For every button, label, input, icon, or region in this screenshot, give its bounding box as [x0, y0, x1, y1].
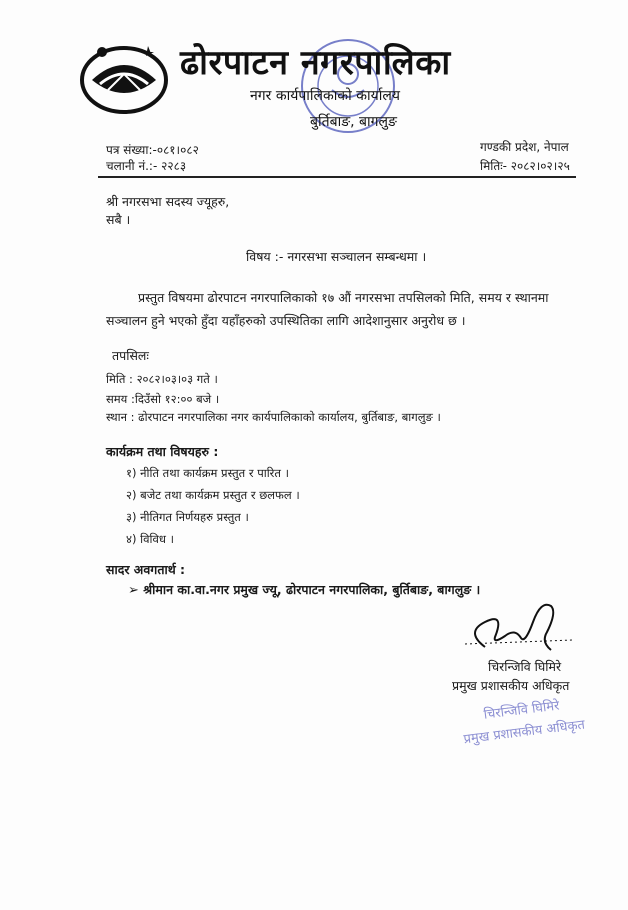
agenda-heading: कार्यक्रम तथा विषयहरु : [106, 444, 219, 459]
recipient-line-2: सबै । [106, 212, 131, 227]
agenda-item: १) नीति तथा कार्यक्रम प्रस्तुत र पारित । [126, 466, 289, 480]
body-line-2: सञ्चालन हुने भएको हुँदा यहाँहरुको उपस्थितिका लागि आदेशानुसार अनुरोध छ । [106, 313, 466, 328]
handwritten-signature [455, 592, 575, 662]
dispatch-number: चलानी नं.:- २२८३ [106, 159, 187, 173]
recipient-line-1: श्री नगरसभा सदस्य ज्यूहरु, [106, 194, 230, 209]
signatory-name: चिरन्जिवि घिमिरे [488, 659, 562, 674]
letter-date: मितिः- २०८२।०२।२५ [480, 159, 570, 173]
name-stamp [446, 691, 600, 753]
province-line: गण्डकी प्रदेश, नेपाल [480, 140, 569, 154]
cc-line [128, 578, 480, 603]
arrow-bullet-icon: ➢ [128, 583, 139, 598]
agenda-item: २) बजेट तथा कार्यक्रम प्रस्तुत र छलफल । [126, 488, 300, 502]
office-address: बुर्तिबाङ, बागलुङ [310, 114, 397, 130]
cc-heading: सादर अवगतार्थ : [106, 562, 186, 577]
municipality-title: ढोरपाटन नगरपालिका [180, 43, 451, 83]
body-line-1: प्रस्तुत विषयमा ढोरपाटन नगरपालिकाको १७ औं नगरसभा तपसिलको मिति, समय र स्थानमा [138, 290, 549, 305]
signatory-designation: प्रमुख प्रशासकीय अधिकृत [452, 678, 570, 693]
details-heading: तपसिलः [112, 348, 149, 363]
detail-date: मिति : २०८२।०३।०३ गते । [106, 372, 218, 386]
letter-subject: विषय :- नगरसभा सञ्चालन सम्बन्धमा । [246, 249, 427, 264]
stamp-line-1: चिरन्जिवि घिमिरे [482, 698, 561, 723]
detail-time: समय :दिउँसो १२:०० बजे । [106, 392, 220, 406]
nepal-emblem-icon [78, 40, 170, 114]
agenda-item: ३) नीतिगत निर्णयहरु प्रस्तुत । [126, 510, 249, 524]
header-divider [98, 176, 576, 178]
office-name: नगर कार्यपालिकाको कार्यालय [250, 88, 400, 104]
stamp-line-2: प्रमुख प्रशासकीय अधिकृत [462, 717, 586, 748]
detail-venue: स्थान : ढोरपाटन नगरपालिका नगर कार्यपालिकाको कार्यालय, बुर्तिबाङ, बागलुङ । [106, 410, 441, 424]
agenda-item: ४) विविध । [126, 532, 174, 546]
cc-recipient: श्रीमान का.वा.नगर प्रमुख ज्यू, ढोरपाटन नगरपालिका, बुर्तिबाङ, बागलुङ । [143, 582, 481, 597]
reference-number: पत्र संख्या:-०८१।०८२ [106, 143, 199, 157]
